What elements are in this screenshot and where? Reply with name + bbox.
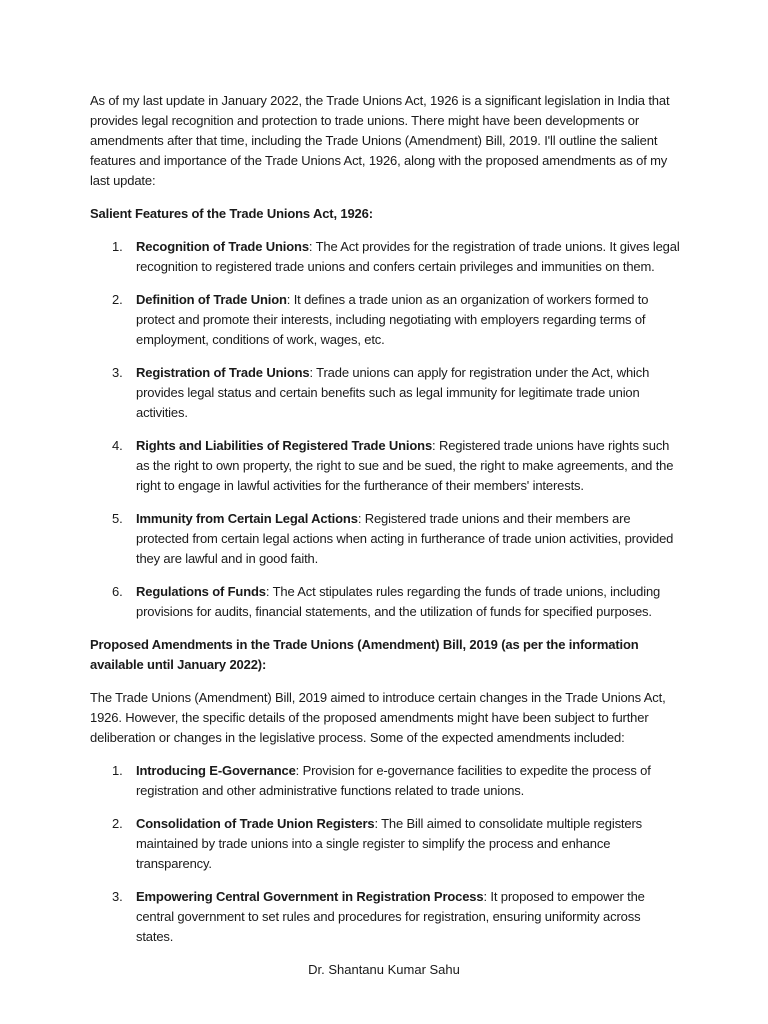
features-list [90, 237, 680, 622]
list-item [90, 509, 680, 569]
page-footer-author: Dr. Shantanu Kumar Sahu [308, 962, 460, 977]
list-term: Recognition of Trade Unions [136, 239, 309, 254]
amendments-heading: Proposed Amendments in the Trade Unions (Amendment) Bill, 2019 (as per the information available until January 2022): [90, 637, 639, 672]
list-number: 3. [112, 365, 123, 380]
list-number: 3. [112, 889, 123, 904]
list-term: Introducing E-Governance [136, 763, 296, 778]
list-text: : The Act provides for the registration of trade unions. It gives legal recognition to registered trade unions and confers certain privileges and immunities on them. [136, 239, 680, 274]
list-text: : It proposed to empower the central government to set rules and procedures for registration, ensuring uniformity across states. [136, 889, 645, 944]
list-text: : Provision for e-governance facilities to expedite the process of registration and other administrative functions related to trade unions. [136, 763, 651, 798]
list-text: : Registered trade unions have rights such as the right to own property, the right to sue and be sued, the right to make agreements, and the right to engage in lawful activities for the furtherance of their members' interests. [136, 438, 674, 493]
list-item [90, 436, 680, 496]
list-term: Registration of Trade Unions [136, 365, 310, 380]
list-item [90, 290, 680, 350]
list-number: 1. [112, 239, 123, 254]
list-item [90, 363, 680, 423]
list-number: 2. [112, 816, 123, 831]
list-text: : It defines a trade union as an organization of workers formed to protect and promote their interests, including negotiating with employers regarding terms of employment, conditions of work, wages, etc. [136, 292, 649, 347]
list-text: : The Act stipulates rules regarding the funds of trade unions, including provisions for audits, financial statements, and the utilization of funds for specified purposes. [136, 584, 661, 619]
list-item [90, 582, 680, 622]
list-text: : Registered trade unions and their members are protected from certain legal actions when acting in furtherance of trade union activities, provided they are lawful and in good faith. [136, 511, 674, 566]
list-item [90, 887, 680, 947]
list-number: 6. [112, 584, 123, 599]
features-heading: Salient Features of the Trade Unions Act, 1926: [90, 206, 373, 221]
intro-paragraph: As of my last update in January 2022, the Trade Unions Act, 1926 is a significant legislation in India that provides legal recognition and protection to trade unions. There might have been developments or amendments after that time, including the Trade Unions (Amendment) Bill, 2019. I'll outline the salient features and importance of the Trade Unions Act, 1926, along with the proposed amendments as of my last update: [90, 93, 670, 188]
list-term: Empowering Central Government in Registration Process [136, 889, 484, 904]
list-term: Regulations of Funds [136, 584, 266, 599]
list-term: Definition of Trade Union [136, 292, 287, 307]
list-number: 2. [112, 292, 123, 307]
list-text: : Trade unions can apply for registration under the Act, which provides legal status and certain benefits such as legal immunity for legitimate trade union activities. [136, 365, 650, 420]
list-item [90, 237, 680, 277]
list-term: Immunity from Certain Legal Actions [136, 511, 358, 526]
amendments-list [90, 761, 680, 947]
document-page [90, 91, 680, 960]
list-term: Consolidation of Trade Union Registers [136, 816, 375, 831]
list-number: 4. [112, 438, 123, 453]
list-number: 5. [112, 511, 123, 526]
list-number: 1. [112, 763, 123, 778]
list-term: Rights and Liabilities of Registered Trade Unions [136, 438, 433, 453]
amendments-intro-paragraph: The Trade Unions (Amendment) Bill, 2019 aimed to introduce certain changes in the Trade Unions Act, 1926. However, the specific details of the proposed amendments might have been subject to further deliberation or changes in the legislative process. Some of the expected amendments included: [90, 690, 666, 745]
list-item [90, 761, 680, 801]
list-text: : The Bill aimed to consolidate multiple registers maintained by trade unions into a single register to simplify the process and enhance transparency. [136, 816, 642, 871]
list-item [90, 814, 680, 874]
